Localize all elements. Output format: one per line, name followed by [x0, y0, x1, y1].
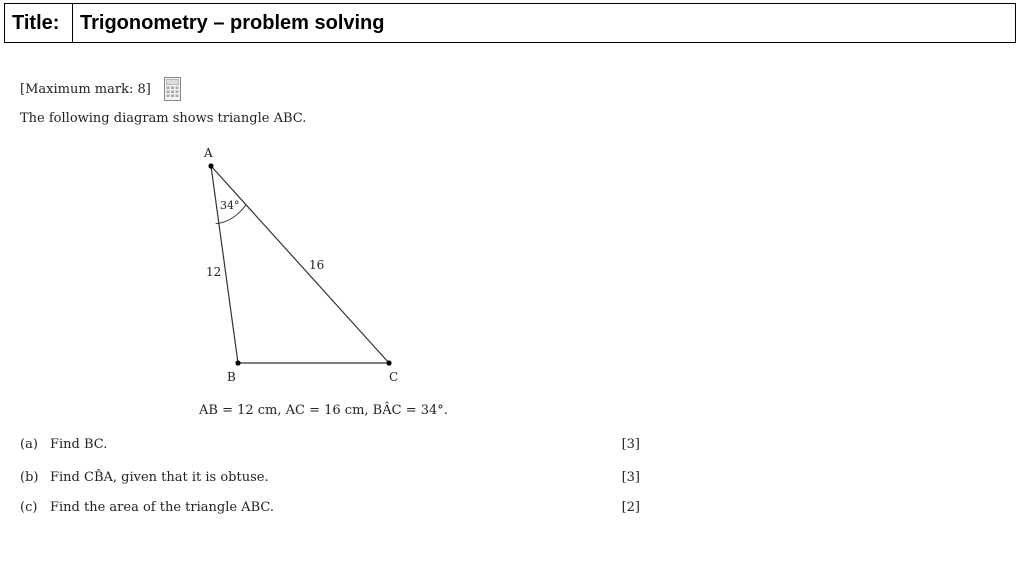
title-label: Title: — [5, 4, 73, 42]
question-mark: [2] — [621, 500, 640, 515]
question-text: Find BC. — [50, 437, 108, 452]
question-text: Find CB̂A, given that it is obtuse. — [50, 470, 269, 485]
question-a — [20, 437, 640, 453]
question-mark: [3] — [621, 437, 640, 452]
intro-text: The following diagram shows triangle ABC. — [20, 111, 307, 126]
question-c — [20, 500, 640, 516]
vertex-a-label: A — [204, 146, 213, 160]
vertex-c-dot — [386, 360, 391, 365]
angle-label: 34° — [220, 199, 240, 212]
question-number: (c) — [20, 500, 38, 515]
question-number: (b) — [20, 470, 39, 485]
question-number: (a) — [20, 437, 38, 452]
side-ac-label: 16 — [309, 258, 325, 272]
vertex-b-dot — [235, 360, 240, 365]
side-ac-line — [211, 166, 389, 363]
max-mark: [Maximum mark: 8] — [20, 82, 151, 97]
question-text: Find the area of the triangle ABC. — [50, 500, 274, 515]
vertex-b-label: B — [227, 370, 236, 384]
vertex-a-dot — [208, 163, 213, 168]
vertex-c-label: C — [389, 370, 399, 384]
given-values: AB = 12 cm, AC = 16 cm, BÂC = 34°. — [199, 403, 448, 418]
page-title: Trigonometry – problem solving — [80, 11, 385, 34]
question-b — [20, 470, 640, 486]
question-mark: [3] — [621, 470, 640, 485]
side-ab-label: 12 — [206, 265, 222, 279]
